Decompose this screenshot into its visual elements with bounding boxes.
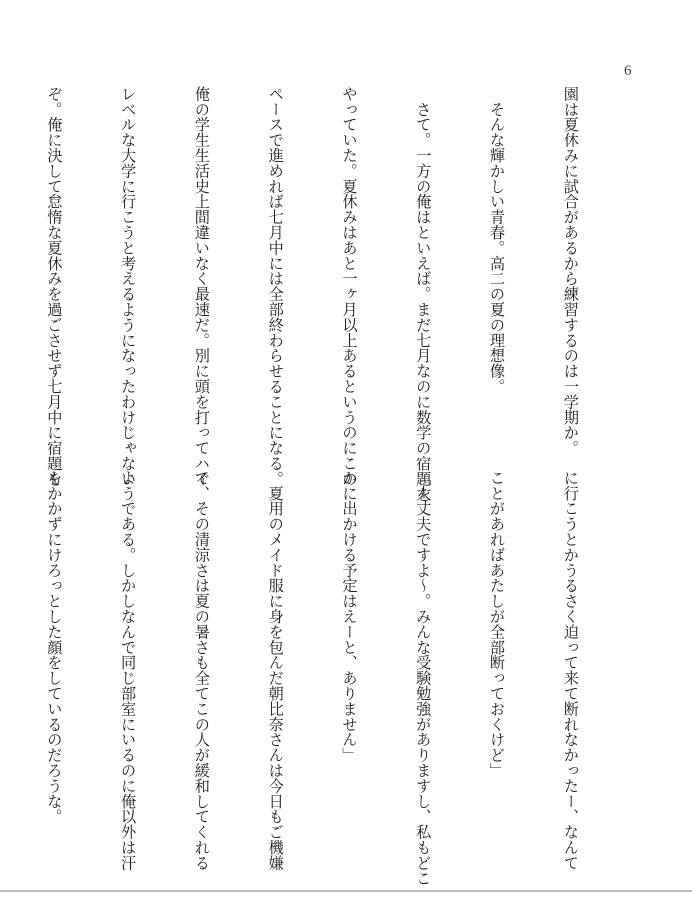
text-line: 「大丈夫ですよ〜。みんな受験勉強がありますし、私もどこ (414, 470, 433, 886)
text-line: そんな輝かしい青春。高二の夏の理想像。 (488, 86, 507, 394)
text-line: やっていた。夏休みはあと一ヶ月以上あるというのにこの (340, 86, 359, 487)
text-line: 夏用のメイド服に身を包んだ朝比奈さんは今日もご機嫌 (266, 470, 285, 871)
text-line: ようである。しかしなんで同じ部室にいるのに俺以外は汗 (119, 470, 138, 871)
lower-text-block (45, 470, 632, 886)
text-line: ペースで進めれば七月中には全部終わらせることになる。 (266, 86, 285, 487)
text-line: かに出かける予定はえーと、ありません」 (340, 470, 359, 763)
text-line: もかかずにけろっとした顔をしているのだろうな。 (45, 470, 64, 825)
text-line: 園は夏休みに試合があるから練習するのは一学期か。 (561, 86, 580, 456)
upper-text-block (45, 86, 632, 502)
text-line: さて。一方の俺はといえば。まだ七月なのに数学の宿題を (414, 86, 433, 502)
text-line: ことがあればあたしが全部断っておくけど」 (488, 470, 507, 778)
text-line: に行こうとかうるさく迫って来て断れなかったー、なんて (561, 470, 580, 871)
text-line: 俺の学生生活史上間違いなく最速だ。別に頭を打ってハイ (192, 86, 211, 487)
text-line: で、その清涼さは夏の暑さも全てこの人が緩和してくれる (192, 470, 211, 871)
bottom-rule (0, 890, 692, 892)
text-line: レベルな大学に行こうと考えるようになったわけじゃない (119, 86, 138, 487)
text-line: ぞ。俺に決して怠惰な夏休みを過ごさせず七月中に宿題を (45, 86, 64, 487)
page-number: 6 (624, 63, 632, 79)
